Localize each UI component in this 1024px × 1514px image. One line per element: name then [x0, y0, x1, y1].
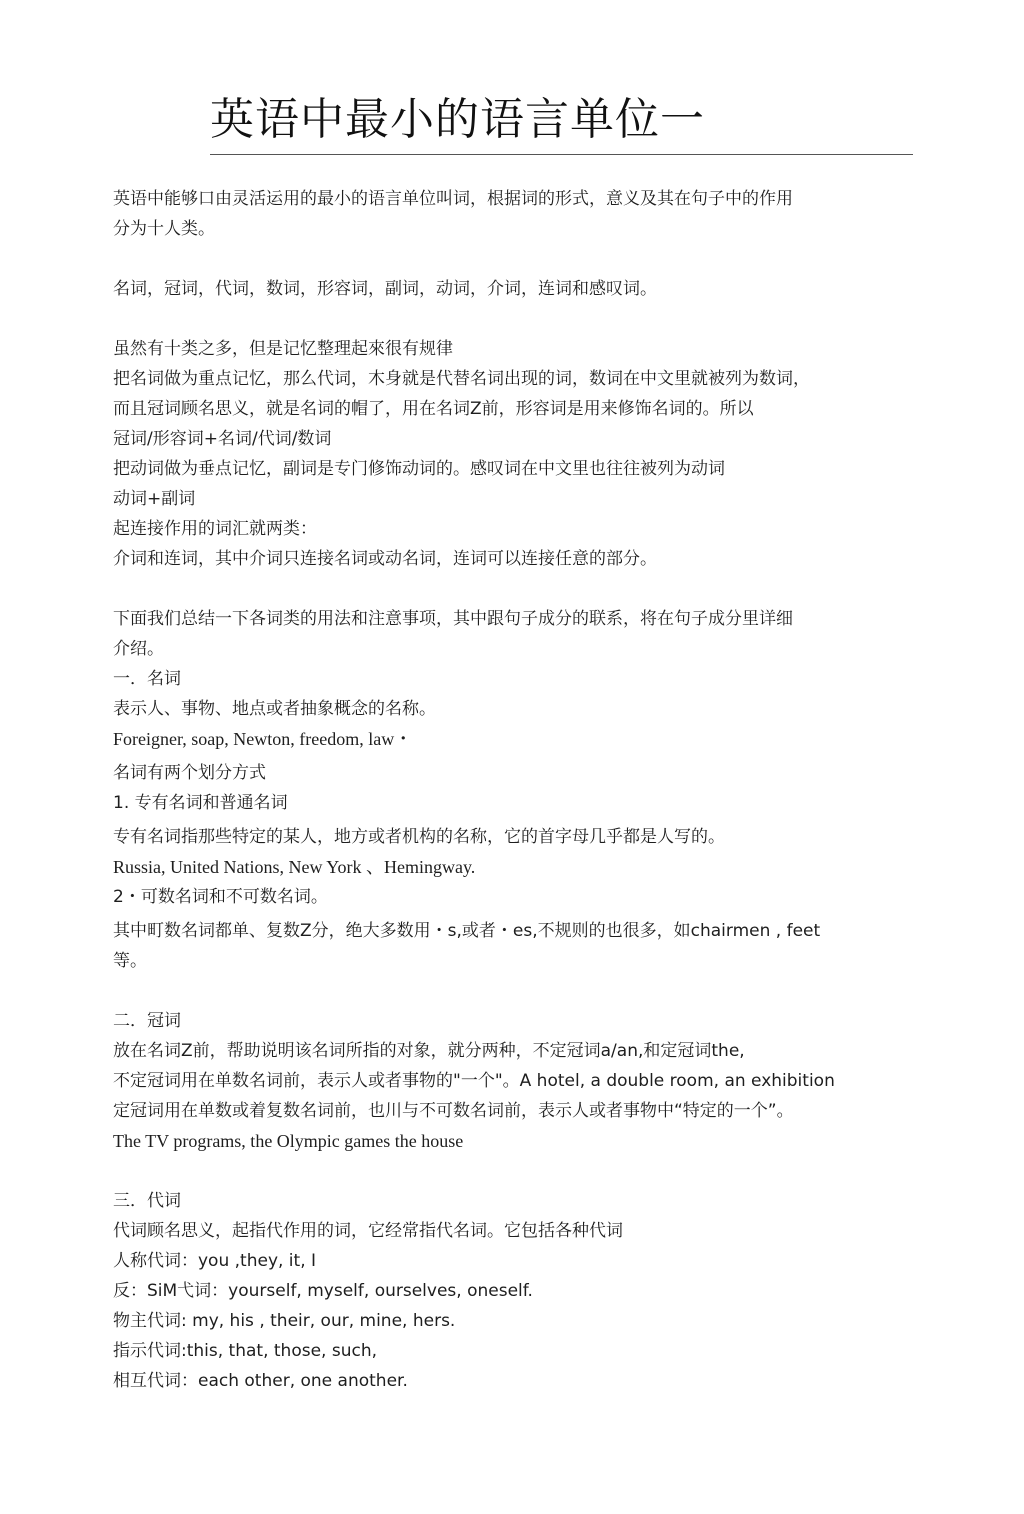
paragraph-line: 把名词做为重点记忆，那么代词，木身就是代替名词出现的词，数词在中文里就被列为数词， [113, 369, 810, 389]
formula-line: 动词+副词 [113, 489, 196, 509]
paragraph-line: 定冠词用在单数或着复数名词前，也川与不可数名词前，表示人或者事物中“特定的一个”。 [113, 1101, 794, 1121]
paragraph-line: 放在名词Z前，帮助说明该名词所指的对象，就分两种，不定冠词a/an,和定冠词the, [113, 1041, 745, 1061]
section-heading-pronoun: 三．代词 [113, 1191, 181, 1211]
subheading-line: 2・可数名词和不可数名词。 [113, 887, 328, 907]
blank-line [113, 1156, 903, 1186]
paragraph-line: 把动词做为垂点记忆，副词是专门修饰动词的。感叹词在中文里也往往被列为动词 [113, 459, 725, 479]
section-heading-noun: 一．名词 [113, 669, 181, 689]
paragraph-line: 介绍。 [113, 639, 164, 659]
document-title: 英语中最小的语言单位一 [210, 94, 705, 145]
pronoun-line: 相互代词：each other, one another. [113, 1371, 408, 1391]
paragraph-line: 虽然有十类之多，但是记忆整理起來很有规律 [113, 339, 453, 359]
formula-line: 冠词/形容词+名词/代词/数词 [113, 429, 332, 449]
paragraph-line: 等。 [113, 951, 147, 971]
paragraph-line: 起连接作用的词汇就两类： [113, 519, 317, 539]
example-line: Russia, United Nations, New York 、Hemingway. [113, 857, 476, 877]
blank-line [113, 574, 903, 604]
paragraph-line: 而且冠词顾名思义，就是名词的帽了，用在名词Z前，形容词是用来修饰名词的。所以 [113, 399, 754, 419]
pronoun-line: 物主代词: my, his , their, our, mine, hers. [113, 1311, 456, 1331]
blank-line [113, 244, 903, 274]
section-heading-article: 二．冠词 [113, 1011, 181, 1031]
paragraph-line: 名词有两个划分方式 [113, 763, 266, 783]
pronoun-line: 反：SiM弋词：yourself, myself, ourselves, oneself. [113, 1281, 533, 1301]
paragraph-line: 英语中能够口由灵活运用的最小的语言单位叫词，根据词的形式，意义及其在句子中的作用 [113, 189, 793, 209]
example-line: Foreigner, soap, Newton, freedom, law・ [113, 729, 413, 749]
blank-line [113, 976, 903, 1006]
paragraph-line: 不定冠词用在单数名词前，表示人或者事物的"一个"。A hotel, a double room, an exhibition [113, 1071, 835, 1091]
paragraph-line: 表示人、事物、地点或者抽象概念的名称。 [113, 699, 436, 719]
title-block [210, 92, 913, 155]
paragraph-line: 代词顾名思义，起指代作用的词，它经常指代名词。它包括各种代词 [113, 1221, 623, 1241]
document-body [113, 184, 903, 1396]
blank-line [113, 304, 903, 334]
paragraph-line: 介词和连词，其中介词只连接名词或动名词，连词可以连接任意的部分。 [113, 549, 657, 569]
paragraph-line: 下面我们总结一下各词类的用法和注意事项，其中跟句子成分的联系，将在句子成分里详细 [113, 609, 793, 629]
paragraph-line: 其中町数名词都单、复数Z分，绝大多数用・s,或者・es,不规则的也很多，如chairmen , feet [113, 921, 821, 941]
subheading-line: 1. 专有名词和普通名词 [113, 793, 288, 813]
paragraph-line: 专有名词指那些特定的某人，地方或者机构的名称，它的首字母几乎都是人写的。 [113, 827, 725, 847]
paragraph-line: 分为十人类。 [113, 219, 215, 239]
pronoun-line: 指示代词:this, that, those, such, [113, 1341, 378, 1361]
example-line: The TV programs, the Olympic games the house [113, 1131, 464, 1151]
pronoun-line: 人称代词：you ,they, it, I [113, 1251, 317, 1271]
paragraph-line: 名词，冠词，代词，数词，形容词，副词，动词，介词，连词和感叹词。 [113, 279, 657, 299]
